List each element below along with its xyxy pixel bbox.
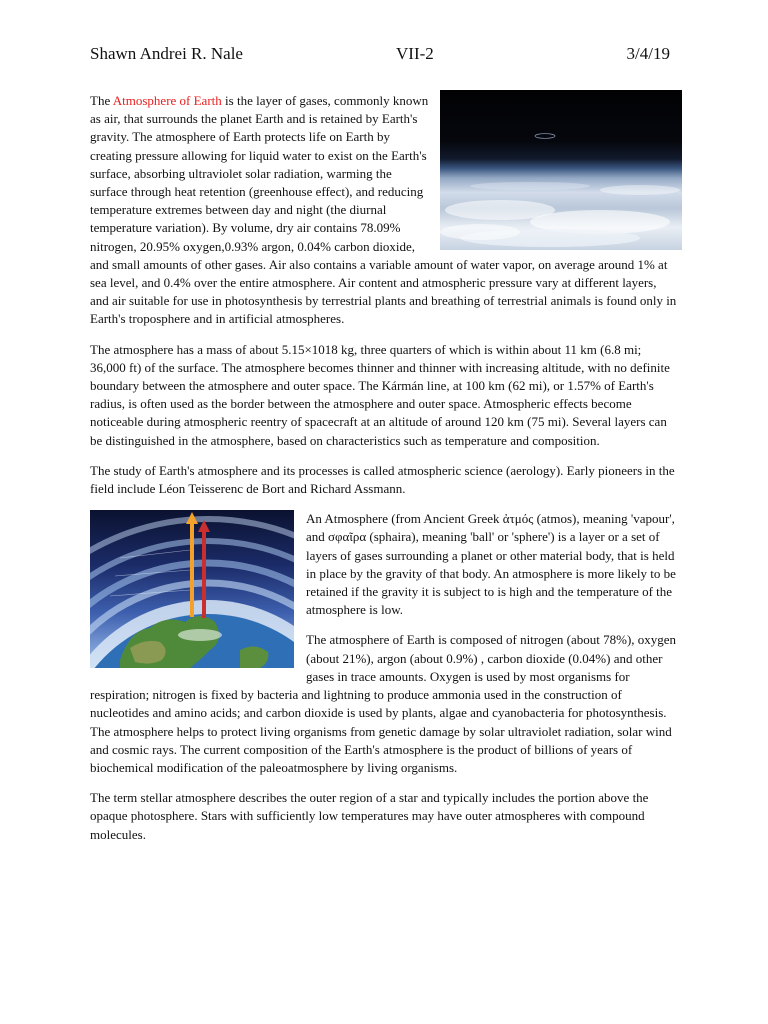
paragraph-composition: The atmosphere of Earth is composed of nitrogen (about 78%), oxygen (about 21%), argon (about 0.9%) , carbon dioxide (0.04%) and other gases in trace amounts. Oxygen is used by most organisms for respiration; nitrogen is fixed by bacteria and lightning to produce ammonia used in the construction of nucleotides and amino acids; and carbon dioxide is used by plants, algae and cyanobacteria for photosynthesis. The atmosphere helps to protect living organisms from genetic damage by solar ultraviolet radiation, solar wind and cosmic rays. The current composition of the Earth's atmosphere is the product of billions of years of biochemical modification of the paleoatmosphere by living organisms. [90, 632, 677, 775]
atmosphere-of-earth-link[interactable]: Atmosphere of Earth [112, 93, 222, 108]
paragraph-intro: The Atmosphere of Earth is the layer of gases, commonly known as air, that surrounds the planet Earth and is retained by Earth's gravity. The atmosphere of Earth protects life on Earth by creating pressure allowing for liquid water to exist on the Earth's surface, absorbing ultraviolet solar radiation, warming the surface through heat retention (greenhouse effect), and reducing temperature extremes between day and night (the diurnal temperature variation). By volume, dry air contains 78.09% nitrogen, 20.95% oxygen,0.93% argon, 0.04% carbon dioxide, and small amounts of other gases. Air also contains a variable amount of water vapor, on average around 1% at sea level, and 0.4% over the entire atmosphere. Air content and atmospheric pressure vary at different layers, and air suitable for use in photosynthesis by terrestrial plants and breathing of terrestrial animals is found only in Earth's troposphere and in artificial atmospheres. [90, 92, 678, 329]
document-date: 3/4/19 [626, 44, 670, 63]
paragraph-stellar: The term stellar atmosphere describes the outer region of a star and typically includes the portion above the opaque photosphere. Stars with sufficiently low temperatures may have outer atmospheres with compound molecules. [90, 790, 649, 842]
document-header [90, 44, 670, 72]
student-name: Shawn Andrei R. Nale [90, 44, 243, 63]
intro-text: is the layer of gases, commonly known as air, that surrounds the planet Earth and is retained by Earth's gravity. The atmosphere of Earth protects life on Earth by creating pressure allowing for liquid water to exist on the Earth's surface, absorbing ultraviolet solar radiation, warming the surface through heat retention (greenhouse effect), and reducing temperature extremes between day and night (the diurnal temperature variation). By volume, dry air contains 78.09% nitrogen, 20.95% oxygen,0.93% argon, 0.04% carbon dioxide, and small amounts of other gases. Air also contains a variable amount of water vapor, on average around 1% at sea level, and 0.4% over the entire atmosphere. Air content and atmospheric pressure vary at different layers, and air suitable for use in photosynthesis by terrestrial plants and breathing of terrestrial animals is found only in Earth's troposphere and in artificial atmospheres. [90, 93, 677, 327]
paragraph-mass: The atmosphere has a mass of about 5.15×1018 kg, three quarters of which is within about 11 km (6.8 mi; 36,000 ft) of the surface. The atmosphere becomes thinner and thinner with increasing altitude, with no definite boundary between the atmosphere and outer space. The Kármán line, at 100 km (62 mi), or 1.57% of Earth's radius, is often used as the border between the atmosphere and outer space. Atmospheric effects become noticeable during atmospheric reentry of spacecraft at an altitude of around 120 km (75 mi). Several layers can be distinguished in the atmosphere, based on characteristics such as temperature and composition. [90, 341, 670, 448]
definition-text: An Atmosphere (from Ancient Greek ἀτμός (atmos), meaning 'vapour', and σφαῖρα (sphaira), meaning 'ball' or 'sphere') is a layer or a set of layers of gases surrounding a planet or other material body, that is held in place by the gravity of that body. An atmosphere is more likely to be retained if the gravity it is subject to is high and the temperature of the atmosphere is low. [306, 511, 676, 618]
paragraph-study: The study of Earth's atmosphere and its processes is called atmospheric science (aerology). Early pioneers in the field include Léon Teisserenc de Bort and Richard Assmann. [90, 462, 675, 497]
earth-from-space-image [440, 90, 682, 250]
paragraph-definition [90, 510, 678, 619]
document-body [90, 92, 678, 856]
atmosphere-layers-diagram [90, 510, 294, 668]
section-label: VII-2 [396, 44, 434, 63]
